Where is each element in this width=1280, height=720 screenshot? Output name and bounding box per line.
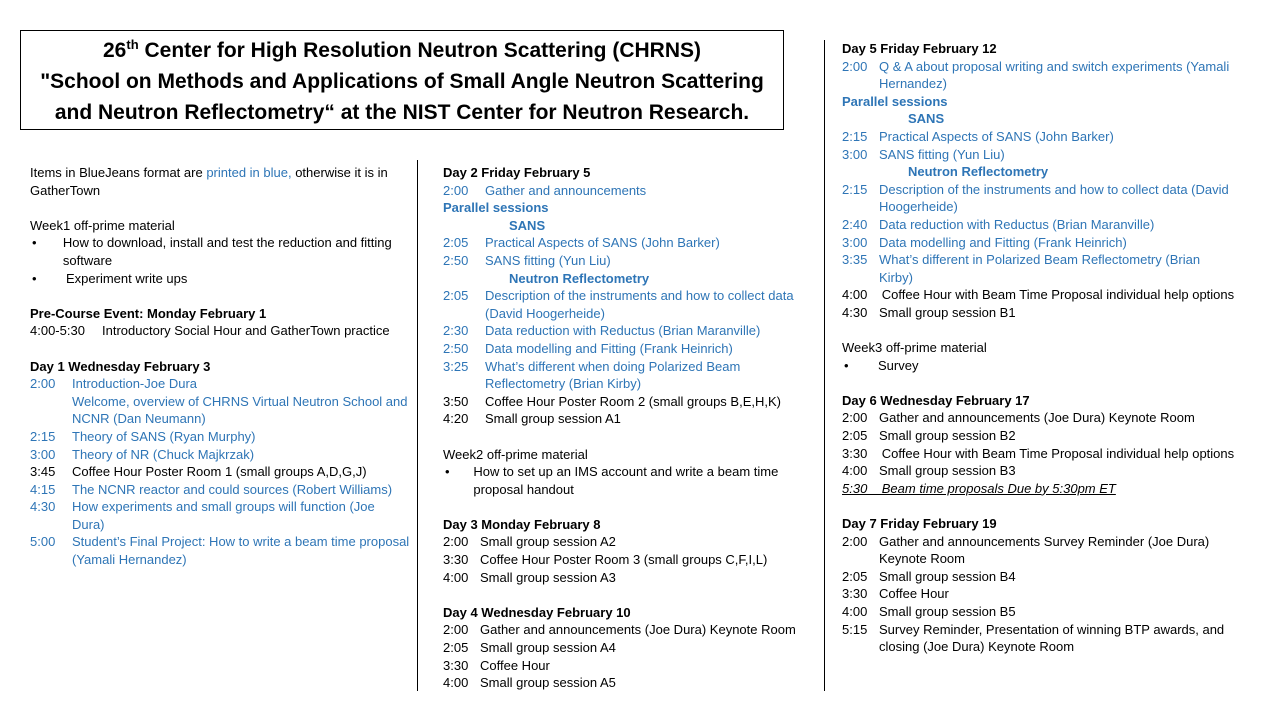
bullet-item [30,270,410,288]
schedule-row [443,657,815,675]
schedule-desc: Small group session B5 [879,604,1016,619]
schedule-row [30,463,410,481]
schedule-desc: Gather and announcements (Joe Dura) Keynote Room [879,410,1195,426]
bullet-icon: • [32,270,37,286]
schedule-desc: Data modelling and Fitting (Frank Heinrich) [485,340,733,356]
day6-list-b [842,462,1237,480]
schedule-time: 3:30 [443,552,469,568]
title-box [20,30,784,130]
schedule-time: 3:50 [443,393,469,409]
day2-list-a [443,182,815,200]
precourse-heading: Pre-Course Event: Monday February 1 [30,305,267,321]
schedule-row [842,621,1237,656]
schedule-time: 4:00 [842,604,868,619]
day2-parallel-heading: Parallel sessions [443,200,549,216]
schedule-row [842,304,1237,322]
day7-heading: Day 7 Friday February 19 [842,516,997,532]
schedule-row [842,409,1237,427]
schedule-time: 3:25 [443,358,469,374]
schedule-time: 3:30 [443,657,469,673]
schedule-time: 5:00 [30,534,56,550]
schedule-time: 2:50 [443,252,469,268]
schedule-time: 2:05 [842,428,868,444]
schedule-time: 3:45 [30,464,56,480]
schedule-time: 2:30 [443,323,469,339]
schedule-row [443,252,815,270]
schedule-row [842,603,1237,621]
schedule-row [30,498,410,533]
bullet-icon: • [844,357,849,373]
schedule-desc: Gather and announcements [485,182,647,198]
schedule-time: 2:00 [842,410,868,426]
column-divider-right [824,40,825,691]
schedule-column-2 [443,164,815,692]
schedule-row [443,639,815,657]
schedule-row [842,462,1237,480]
schedule-desc: Description of the instruments and how to collect data (David Hoogerheide) [485,288,794,321]
schedule-desc: The NCNR reactor and could sources (Robert Williams) [72,481,393,497]
schedule-time: 4:00 [443,675,469,691]
schedule-row [30,533,410,568]
schedule-row [443,358,815,393]
schedule-desc: Data modelling and Fitting (Frank Heinrich) [879,234,1127,250]
day4-heading: Day 4 Wednesday February 10 [443,604,631,620]
bullet-text: Experiment write ups [66,270,188,286]
schedule-time: 3:00 [842,234,868,250]
schedule-time: 2:05 [842,568,868,584]
day5-coffee-proposal-help: 4:00 Coffee Hour with Beam Time Proposal individual help options [842,287,1235,303]
schedule-row [443,182,815,200]
schedule-desc: What’s different in Polarized Beam Reflectometry (Brian Kirby) [879,252,1201,285]
schedule-row [842,128,1237,146]
proposals-due-note: 5:30 Beam time proposals Due by 5:30pm ET [842,480,1116,496]
schedule-row [443,569,815,587]
schedule-row [842,181,1237,216]
week2-list [443,463,815,498]
schedule-time: 2:50 [443,340,469,356]
day2-nr-heading: Neutron Reflectometry [509,270,650,286]
schedule-row [842,585,1237,603]
day5-nr-list [842,181,1237,287]
title-number: 26 [103,39,127,62]
title-line-1 [21,35,783,66]
schedule-desc: Data reduction with Reductus (Brian Maranville) [485,323,761,339]
schedule-time: 3:00 [30,446,56,462]
precourse-desc: Introductory Social Hour and GatherTown practice [102,323,390,339]
schedule-time: 3:00 [842,146,868,162]
schedule-row [443,287,815,322]
schedule-row [443,340,815,358]
schedule-time: 3:30 [842,586,868,602]
schedule-row [30,428,410,446]
week1-heading: Week1 off-prime material [30,217,175,233]
schedule-desc: Coffee Hour [480,657,550,673]
schedule-row [842,533,1237,568]
day5-sans-list [842,128,1237,163]
day5-parallel-heading: Parallel sessions [842,93,948,109]
bullet-item [443,463,815,498]
schedule-desc: Q & A about proposal writing and switch experiments (Yamali Hernandez) [879,58,1230,92]
schedule-desc: Small group session B3 [879,463,1016,479]
schedule-time: 4:15 [30,481,56,497]
schedule-row [30,446,410,464]
schedule-row [443,322,815,340]
schedule-time: 3:35 [842,252,868,268]
schedule-time: 4:00 [443,569,469,585]
schedule-row [443,621,815,639]
schedule-time: 4:20 [443,411,469,427]
day5-list-a [842,58,1237,93]
schedule-row [443,393,815,411]
schedule-row [30,481,410,499]
schedule-time: 2:00 [30,376,56,392]
schedule-desc: Gather and announcements Survey Reminder (Joe Dura) Keynote Room [879,533,1210,567]
schedule-row [443,551,815,569]
day2-sans-heading: SANS [509,217,546,233]
day3-list [443,533,815,586]
day2-sans-list [443,234,815,269]
column-divider-left [417,160,418,691]
day2-heading: Day 2 Friday February 5 [443,165,591,180]
schedule-row [842,216,1237,234]
day5-list-b [842,304,1237,322]
schedule-time: 2:15 [842,181,868,197]
legend-text-blue: printed in blue, [206,165,292,180]
schedule-desc: Coffee Hour Poster Room 1 (small groups A,D,G,J) [72,464,367,480]
day4-list [443,621,815,691]
title-line-1-text: Center for High Resolution Neutron Scattering (CHRNS) [138,39,701,62]
schedule-time: 2:05 [443,640,469,656]
schedule-row [30,393,410,428]
schedule-time: 2:00 [443,182,469,198]
bullet-item [842,357,1237,375]
day1-list [30,375,410,569]
title-superscript: th [126,37,139,52]
day6-coffee-proposal-help: 3:30 Coffee Hour with Beam Time Proposal individual help options [842,445,1235,461]
schedule-desc: Small group session A1 [485,411,621,427]
schedule-desc: What’s different when doing Polarized Beam Reflectometry (Brian Kirby) [485,358,741,392]
week1-list [30,234,410,287]
day5-sans-heading: SANS [908,111,945,127]
day2-nr-list [443,287,815,428]
schedule-desc: Survey Reminder, Presentation of winning BTP awards, and closing (Joe Dura) Keynote Room [879,621,1225,655]
week3-heading: Week3 off-prime material [842,340,987,356]
schedule-desc: Coffee Hour [879,586,949,602]
schedule-time [30,393,72,428]
schedule-desc: Small group session A4 [480,640,616,656]
day7-list [842,533,1237,656]
schedule-desc: Theory of SANS (Ryan Murphy) [72,428,256,444]
day1-heading: Day 1 Wednesday February 3 [30,358,211,374]
legend-text-a: Items in BlueJeans format are [30,165,207,180]
schedule-time: 2:05 [443,288,469,304]
schedule-time: 4:30 [30,499,56,515]
schedule-desc: Small group session A3 [480,569,616,585]
schedule-row [443,533,815,551]
day3-heading: Day 3 Monday February 8 [443,516,601,532]
schedule-time: 2:00 [842,533,868,549]
schedule-row [30,375,410,393]
schedule-desc: Small group session B1 [879,304,1016,320]
schedule-time: 2:40 [842,216,868,232]
schedule-desc: Coffee Hour Poster Room 3 (small groups C,F,I,L) [480,552,768,568]
schedule-time: 2:00 [443,534,469,550]
schedule-desc: Practical Aspects of SANS (John Barker) [485,235,720,251]
schedule-column-1 [30,164,410,569]
schedule-time: 4:00 [842,463,868,479]
schedule-desc: Coffee Hour Poster Room 2 (small groups B,E,H,K) [485,393,781,409]
schedule-row [842,427,1237,445]
day5-heading: Day 5 Friday February 12 [842,41,997,56]
bullet-icon: • [32,235,37,251]
legend-text-c: otherwise it is in GatherTown [30,165,388,198]
schedule-time: 2:00 [443,622,469,638]
schedule-time: 2:05 [443,235,469,251]
schedule-desc: Student’s Final Project: How to write a beam time proposal (Yamali Hernandez) [72,534,410,568]
schedule-row [842,251,1237,286]
bullet-text: How to set up an IMS account and write a beam time proposal handout [473,464,779,497]
schedule-desc: Description of the instruments and how to collect data (David Hoogerheide) [879,181,1229,215]
schedule-time: 4:30 [842,304,868,320]
schedule-desc: Introduction-Joe Dura [72,376,198,392]
schedule-desc: Small group session B4 [879,568,1016,584]
schedule-time: 2:00 [842,58,868,74]
precourse-row [30,322,410,340]
schedule-row [443,234,815,252]
schedule-desc: Practical Aspects of SANS (John Barker) [879,128,1114,144]
schedule-desc: Small group session A5 [480,675,616,691]
schedule-desc: Data reduction with Reductus (Brian Maranville) [879,216,1155,232]
schedule-row [842,146,1237,164]
schedule-time: 2:15 [30,428,56,444]
schedule-time: 2:15 [842,128,868,144]
schedule-desc: Theory of NR (Chuck Majkrzak) [72,446,255,462]
schedule-row [842,234,1237,252]
schedule-desc: Small group session B2 [879,428,1016,444]
bullet-text: Survey [878,357,919,373]
day6-heading: Day 6 Wednesday February 17 [842,392,1030,408]
title-line-3: and Neutron Reflectometry“ at the NIST Center for Neutron Research. [54,101,750,124]
schedule-desc: How experiments and small groups will function (Joe Dura) [72,499,375,532]
schedule-row [443,410,815,428]
schedule-column-3 [842,40,1237,656]
precourse-time: 4:00-5:30 [30,323,85,339]
title-line-2: "School on Methods and Applications of Small Angle Neutron Scattering [40,70,764,93]
week3-list [842,357,1237,375]
bullet-item [30,234,410,269]
bullet-icon: • [445,464,450,480]
week2-heading: Week2 off-prime material [443,446,588,462]
schedule-row [842,568,1237,586]
schedule-row [443,674,815,692]
day5-nr-heading: Neutron Reflectometry [908,164,1049,180]
schedule-desc: Small group session A2 [480,534,616,550]
day6-list-a [842,409,1237,444]
schedule-desc: Welcome, overview of CHRNS Virtual Neutron School and NCNR (Dan Neumann) [72,393,408,427]
schedule-desc: SANS fitting (Yun Liu) [879,146,1005,162]
legend-note [30,164,410,199]
schedule-desc: SANS fitting (Yun Liu) [485,252,611,268]
schedule-desc: Gather and announcements (Joe Dura) Keynote Room [480,622,796,638]
bullet-text: How to download, install and test the reduction and fitting software [62,235,392,268]
schedule-time: 5:15 [842,621,868,637]
schedule-row [842,58,1237,93]
